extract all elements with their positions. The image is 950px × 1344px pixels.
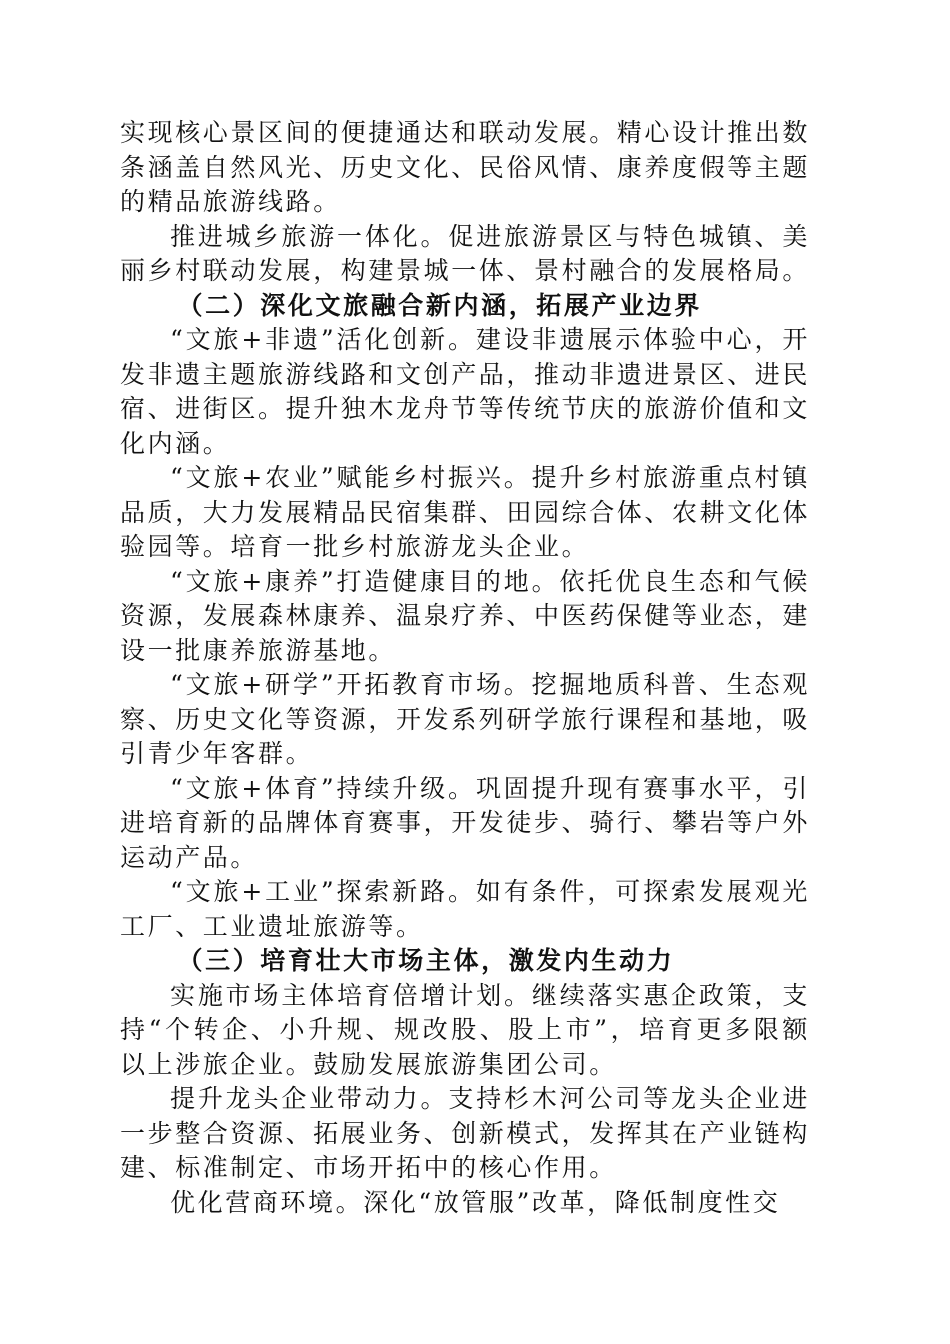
- body-paragraph: 实施市场主体培育倍增计划。继续落实惠企政策，支持“个转企、小升规、规改股、股上市”，培育更多限额以上涉旅企业。鼓励发展旅游集团公司。: [120, 980, 810, 1079]
- body-paragraph: “文旅+工业”探索新路。如有条件，可探索发展观光工厂、工业遗址旅游等。: [120, 877, 810, 941]
- section-heading: （三）培育壮大市场主体，激发内生动力: [177, 946, 675, 975]
- body-paragraph: “文旅+体育”持续升级。巩固提升现有赛事水平，引进培育新的品牌体育赛事，开发徒步、骑行、攀岩等户外运动产品。: [120, 773, 811, 872]
- section-heading: （二）深化文旅融合新内涵，拓展产业边界: [177, 290, 702, 320]
- body-paragraph: 提升龙头企业带动力。支持杉木河公司等龙头企业进一步整合资源、拓展业务、创新模式，发挥其在产业链构建、标准制定、市场开拓中的核心作用。: [120, 1084, 811, 1182]
- body-paragraph: “文旅+研学”开拓教育市场。挖掘地质科普、生态观察、历史文化等资源，开发系列研学旅行课程和基地，吸引青少年客群。: [120, 670, 811, 768]
- document-body: [120, 116, 810, 1220]
- body-paragraph: 推进城乡旅游一体化。促进旅游景区与特色城镇、美丽乡村联动发展，构建景城一体、景村融合的发展格局。: [120, 221, 811, 285]
- body-paragraph: “文旅+非遗”活化创新。建设非遗展示体验中心，开发非遗主题旅游线路和文创产品，推动非遗进景区、进民宿、进街区。提升独木龙舟节等传统节庆的旅游价值和文化内涵。: [120, 325, 811, 458]
- body-paragraph: “文旅+农业”赋能乡村振兴。提升乡村旅游重点村镇品质，大力发展精品民宿集群、田园综合体、农耕文化体验园等。培育一批乡村旅游龙头企业。: [120, 463, 811, 561]
- body-paragraph: “文旅+康养”打造健康目的地。依托优良生态和气候资源，发展森林康养、温泉疗养、中医药保健等业态，建设一批康养旅游基地。: [120, 566, 811, 665]
- body-paragraph: 优化营商环境。深化“放管服”改革，降低制度性交: [170, 1187, 781, 1217]
- body-paragraph: 实现核心景区间的便捷通达和联动发展。精心设计推出数条涵盖自然风光、历史文化、民俗风情、康养度假等主题的精品旅游线路。: [120, 118, 811, 216]
